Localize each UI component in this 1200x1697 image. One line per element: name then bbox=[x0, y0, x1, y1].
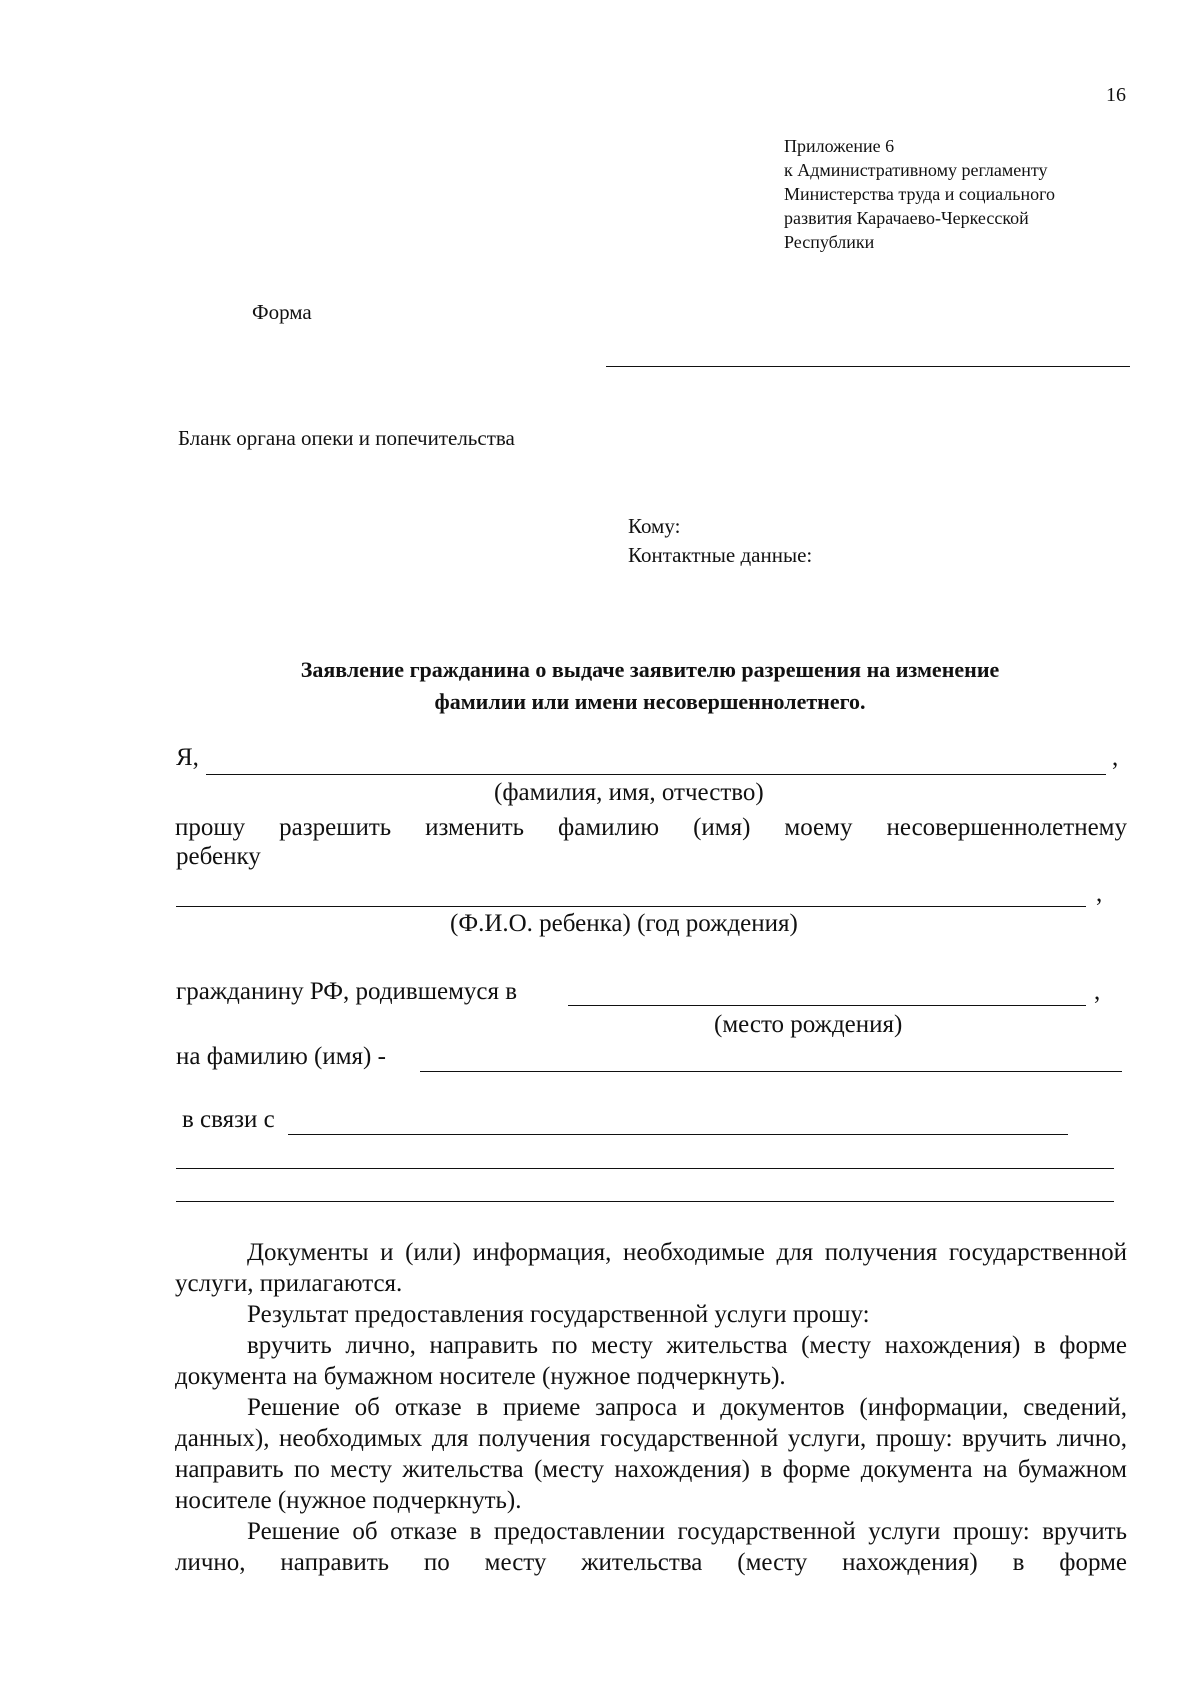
appendix-header bbox=[784, 134, 1055, 254]
body-text bbox=[175, 1237, 1127, 1578]
appendix-line: Республики bbox=[784, 232, 875, 252]
applicant-comma: , bbox=[1112, 744, 1119, 771]
document-title bbox=[160, 654, 1140, 718]
recipient-line[interactable] bbox=[606, 366, 1130, 367]
reason-prefix: в связи с bbox=[182, 1106, 275, 1133]
appendix-line: к Административному регламенту bbox=[784, 160, 1048, 180]
applicant-caption: (фамилия, имя, отчество) bbox=[494, 779, 764, 806]
child-name-field[interactable] bbox=[176, 906, 1086, 907]
reason-field-line-3[interactable] bbox=[176, 1201, 1114, 1202]
paragraph-delivery-method: вручить лично, направить по месту жительства (месту нахождения) в форме документа на бумажном носителе (нужное подчеркнуть). bbox=[175, 1332, 1127, 1390]
page-number: 16 bbox=[1106, 84, 1126, 106]
title-line-2: фамилии или имени несовершеннолетнего. bbox=[434, 689, 866, 714]
reason-field-line-2[interactable] bbox=[176, 1168, 1114, 1169]
birthplace-field[interactable] bbox=[568, 1005, 1086, 1006]
appendix-line: Министерства труда и социального bbox=[784, 184, 1056, 204]
new-name-field[interactable] bbox=[420, 1071, 1122, 1072]
form-label: Форма bbox=[252, 300, 312, 324]
birthplace-comma: , bbox=[1094, 978, 1101, 1005]
request-text-line-1: прошу разрешить изменить фамилию (имя) моему несовершеннолетнему bbox=[175, 814, 1127, 841]
citizen-prefix: гражданину РФ, родившемуся в bbox=[176, 978, 518, 1005]
addressee-block bbox=[628, 512, 812, 570]
paragraph-refusal-reception: Решение об отказе в приеме запроса и документов (информации, сведений, данных), необходимых для получения государственной услуги, прошу: вручить лично, направить по месту жительства (месту нахождения) в форме документа на бумажном носителе (нужное подчеркнуть). bbox=[175, 1394, 1127, 1514]
child-caption: (Ф.И.О. ребенка) (год рождения) bbox=[450, 910, 798, 937]
paragraph-refusal-service: Решение об отказе в предоставлении государственной услуги прошу: вручить лично, направить по месту жительства (месту нахождения) в форме bbox=[175, 1518, 1127, 1576]
addressee-contacts: Контактные данные: bbox=[628, 543, 813, 567]
title-line-1: Заявление гражданина о выдаче заявителю разрешения на изменение bbox=[300, 657, 1000, 682]
applicant-prefix: Я, bbox=[176, 744, 199, 771]
authority-blank: Бланк органа опеки и попечительства bbox=[178, 426, 515, 450]
birthplace-caption: (место рождения) bbox=[714, 1011, 903, 1038]
paragraph-result: Результат предоставления государственной услуги прошу: bbox=[247, 1301, 870, 1328]
applicant-name-field[interactable] bbox=[206, 774, 1106, 775]
addressee-to: Кому: bbox=[628, 514, 681, 538]
request-text-line-2: ребенку bbox=[176, 843, 261, 870]
child-comma: , bbox=[1096, 880, 1103, 907]
appendix-line: Приложение 6 bbox=[784, 136, 895, 156]
new-name-prefix: на фамилию (имя) - bbox=[176, 1043, 386, 1070]
reason-field-line-1[interactable] bbox=[288, 1134, 1068, 1135]
appendix-line: развития Карачаево-Черкесской bbox=[784, 208, 1029, 228]
paragraph-documents: Документы и (или) информация, необходимые для получения государственной услуги, прилагаются. bbox=[175, 1239, 1127, 1297]
